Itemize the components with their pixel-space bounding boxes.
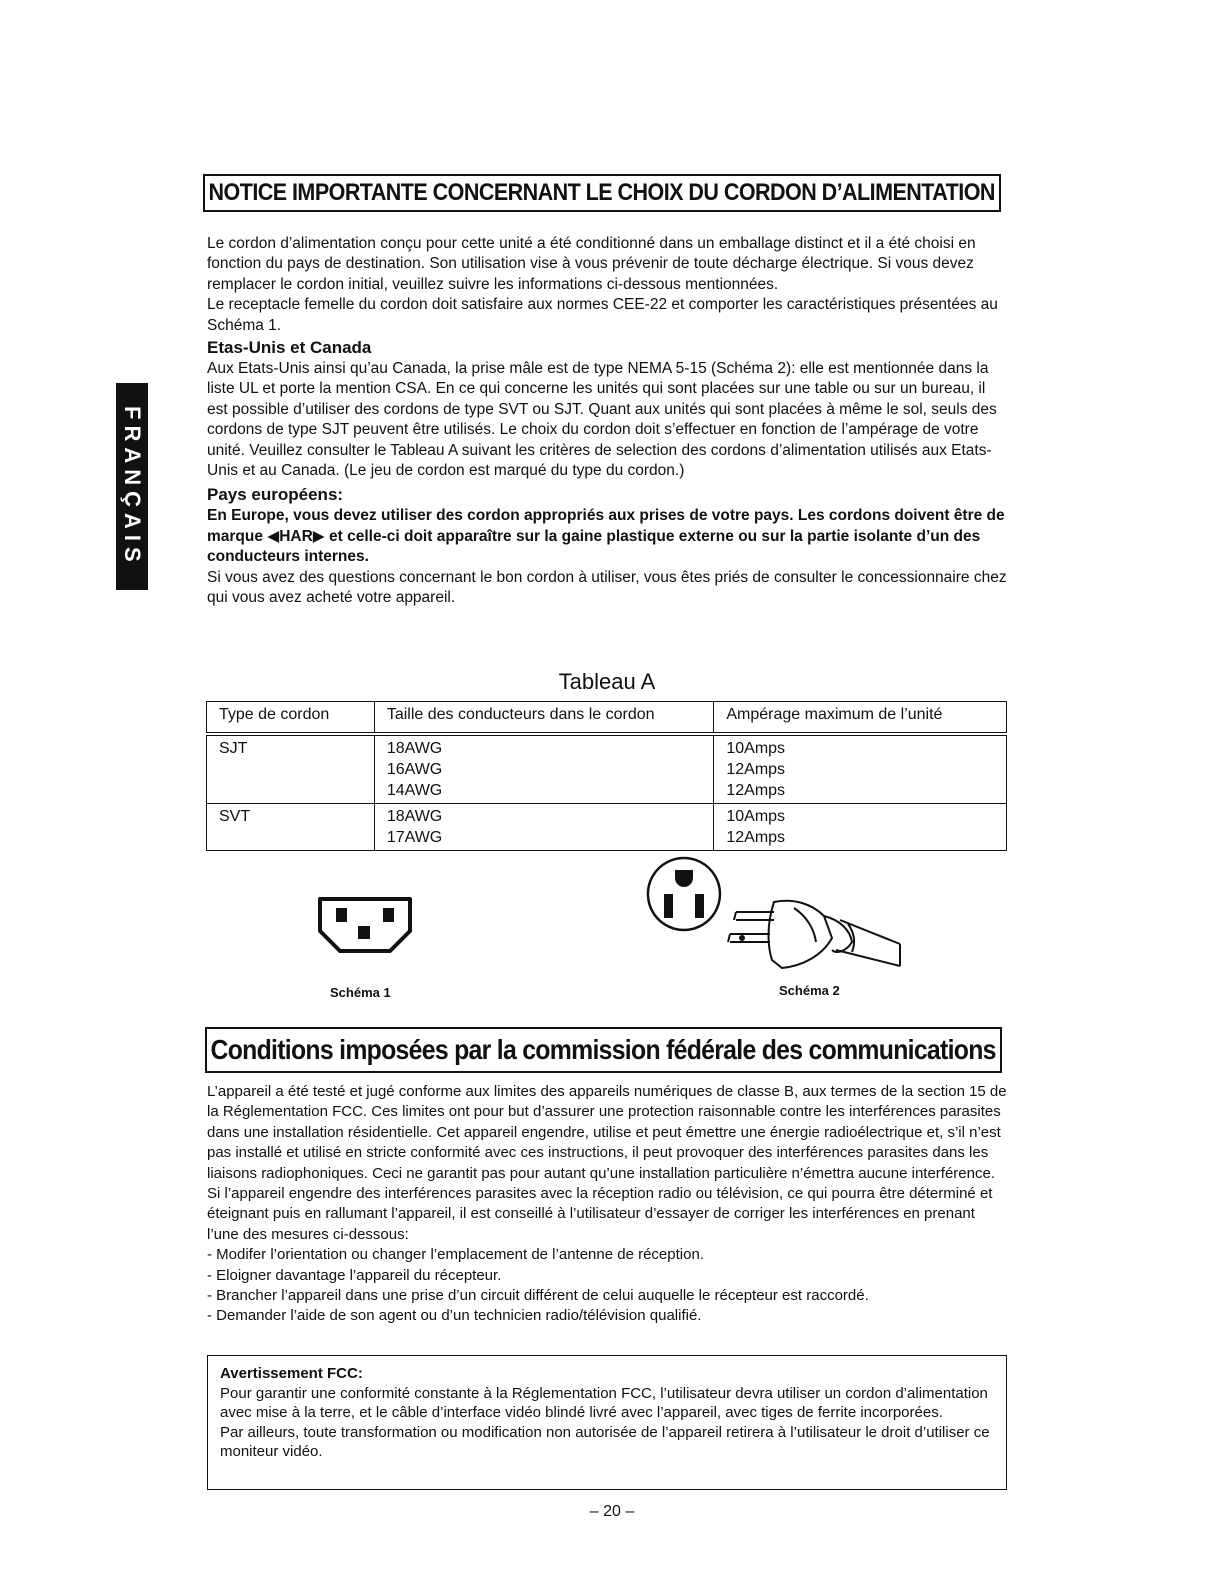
table-cell-amps [714, 804, 1007, 851]
table-cell-value: 14AWG [386, 782, 443, 799]
table-caption-text: Tableau A [558, 669, 656, 694]
nema-outlet-icon [644, 852, 724, 937]
section-title-power-cord [203, 174, 1001, 212]
europe-paragraph: Si vous avez des questions concernant le bon cordon à utiliser, vous êtes priés de consulter le concessionnaire chez qui vous avez acheté votre appareil. [207, 568, 1007, 607]
list-item: - Eloigner davantage l’appareil du récepteur. [207, 1266, 502, 1284]
table-header-cell: Type de cordon [207, 702, 375, 735]
schema1-caption: Schéma 1 [330, 985, 391, 1000]
table-cell-type: SJT [207, 734, 375, 804]
section-title-text: NOTICE IMPORTANTE CONCERNANT LE CHOIX DU CORDON D’ALIMENTATION [208, 179, 996, 206]
table-header-cell: Ampérage maximum de l’unité [714, 702, 1007, 735]
schema2-caption: Schéma 2 [779, 983, 840, 998]
table-cell-sizes [374, 734, 714, 804]
section-title-fcc [205, 1027, 1002, 1073]
intro-paragraph-1: Le cordon d’alimentation conçu pour cette unité a été conditionné dans un emballage distinct et il a été choisi en fonction du pays de destination. Son utilisation vise à vous prévenir de toute décharge électrique. Si vous devez remplacer le cordon initial, veuillez suivre les informations ci-dessous mentionnées. [207, 235, 976, 293]
intro-paragraph-2: Le receptacle femelle du cordon doit satisfaire aux normes CEE-22 et comporter les caractéristiques présentées au Schéma 1. [207, 296, 998, 334]
table-cell-value: 18AWG [386, 808, 443, 825]
section-title-text: Conditions imposées par la commission fédérale des communications [210, 1034, 997, 1065]
table-cell-value: 18AWG [386, 740, 443, 757]
table-cell-type: SVT [207, 804, 375, 851]
table-cell-value: 12Amps [726, 829, 786, 846]
fcc-body [207, 1082, 1007, 1327]
table-row [207, 734, 1007, 804]
table-cell-value: 12Amps [726, 761, 786, 778]
table-cell-sizes [374, 804, 714, 851]
language-tab-label: FRANÇAIS [120, 405, 145, 568]
list-item: - Modifer l’orientation ou changer l’emplacement de l’antenne de réception. [207, 1246, 704, 1264]
table-cell-value: 10Amps [726, 808, 786, 825]
table-header-row [207, 702, 1007, 735]
list-item: - Brancher l’appareil dans une prise d’un circuit différent de celui auquelle le récepteur est raccordé. [207, 1287, 869, 1305]
list-item: - Demander l’aide de son agent ou d’un technicien radio/télévision qualifié. [207, 1307, 702, 1325]
table-cell-value: 12Amps [726, 782, 786, 799]
table-header-cell: Taille des conducteurs dans le cordon [374, 702, 714, 735]
table-cell-value: 16AWG [386, 761, 443, 778]
table-cell-value: 17AWG [386, 829, 443, 846]
table-row [207, 804, 1007, 851]
table-cell-amps [714, 734, 1007, 804]
fcc-warning-paragraph-1: Pour garantir une conformité constante à la Réglementation FCC, l’utilisateur devra utiliser un cordon d’alimentation avec mise à la terre, et le câble d’interface vidéo blindé livré avec l’appareil, avec tiges de ferrite incorporées. [220, 1384, 988, 1422]
table-cell-value: 10Amps [726, 740, 786, 757]
language-tab [116, 383, 148, 590]
europe-heading: Pays européens: [207, 485, 344, 505]
cord-selection-table [206, 701, 1007, 851]
us-canada-heading: Etas-Unis et Canada [207, 338, 372, 358]
fcc-warning-heading: Avertissement FCC: [220, 1365, 363, 1382]
europe-bold-paragraph: En Europe, vous devez utiliser des cordon appropriés aux prises de votre pays. Les cordons doivent être de marque ◀HAR▶ et celle-ci doit apparaître sur la gaine plastique externe ou sur la partie isolante d’un des conducteurs internes. [207, 507, 1005, 566]
us-canada-paragraph: Aux Etats-Unis ainsi qu’au Canada, la prise mâle est de type NEMA 5-15 (Schéma 2): elle est mentionnée dans la liste UL et porte la mention CSA. En ce qui concerne les unités qui sont placées sur une table ou sur un bureau, il est possible d’utiliser des cordons de type SVT ou SJT. Quant aux unités qui sont placées à même le sol, seuls des cordons de type SJT peuvent être utilisés. Le choix du cordon doit s’effectuer en fonction de l’ampérage de votre unité. Veuillez consulter le Tableau A suivant les critères de selection des cordons d’alimentation utilisés aux Etats-Unis et au Canada. (Le jeu de cordon est marqué du type du cordon.) [207, 360, 997, 480]
section1-body [207, 234, 1007, 609]
fcc-paragraph: L’appareil a été testé et jugé conforme aux limites des appareils numériques de classe B, aux termes de la section 15 de la Réglementation FCC. Ces limites ont pour but d’assurer une protection raisonnable contre les interférences parasites dans une installation résidentielle. Cet appareil engendre, utilise et peut émettre une énergie radioélectrique et, s’il n’est pas installé et utilisé en stricte conformité avec ces instructions, il peut provoquer des interférences parasites dans les liaisons radiophoniques. Ceci ne garantit pas pour autant qu’une installation particulière n’émettra aucune interférence. Si l’appareil engendre des interférences parasites avec la réception radio ou télévision, ce qui pourra être déterminé et éteignant puis en rallumant l’appareil, il est conseillé à l’utilisateur d’essayer de corriger les interférences en prenant l’une des mesures ci-dessous: [207, 1083, 1007, 1243]
fcc-warning-box [207, 1355, 1007, 1490]
page-number: – 20 – [589, 1503, 635, 1520]
fcc-warning-paragraph-2: Par ailleurs, toute transformation ou modification non autorisée de l’appareil retirera à l’utilisateur le droit d’utiliser ce moniteur vidéo. [220, 1423, 990, 1461]
table-caption [207, 669, 1007, 695]
female-receptacle-icon [316, 895, 414, 955]
power-plug-icon [724, 890, 904, 975]
